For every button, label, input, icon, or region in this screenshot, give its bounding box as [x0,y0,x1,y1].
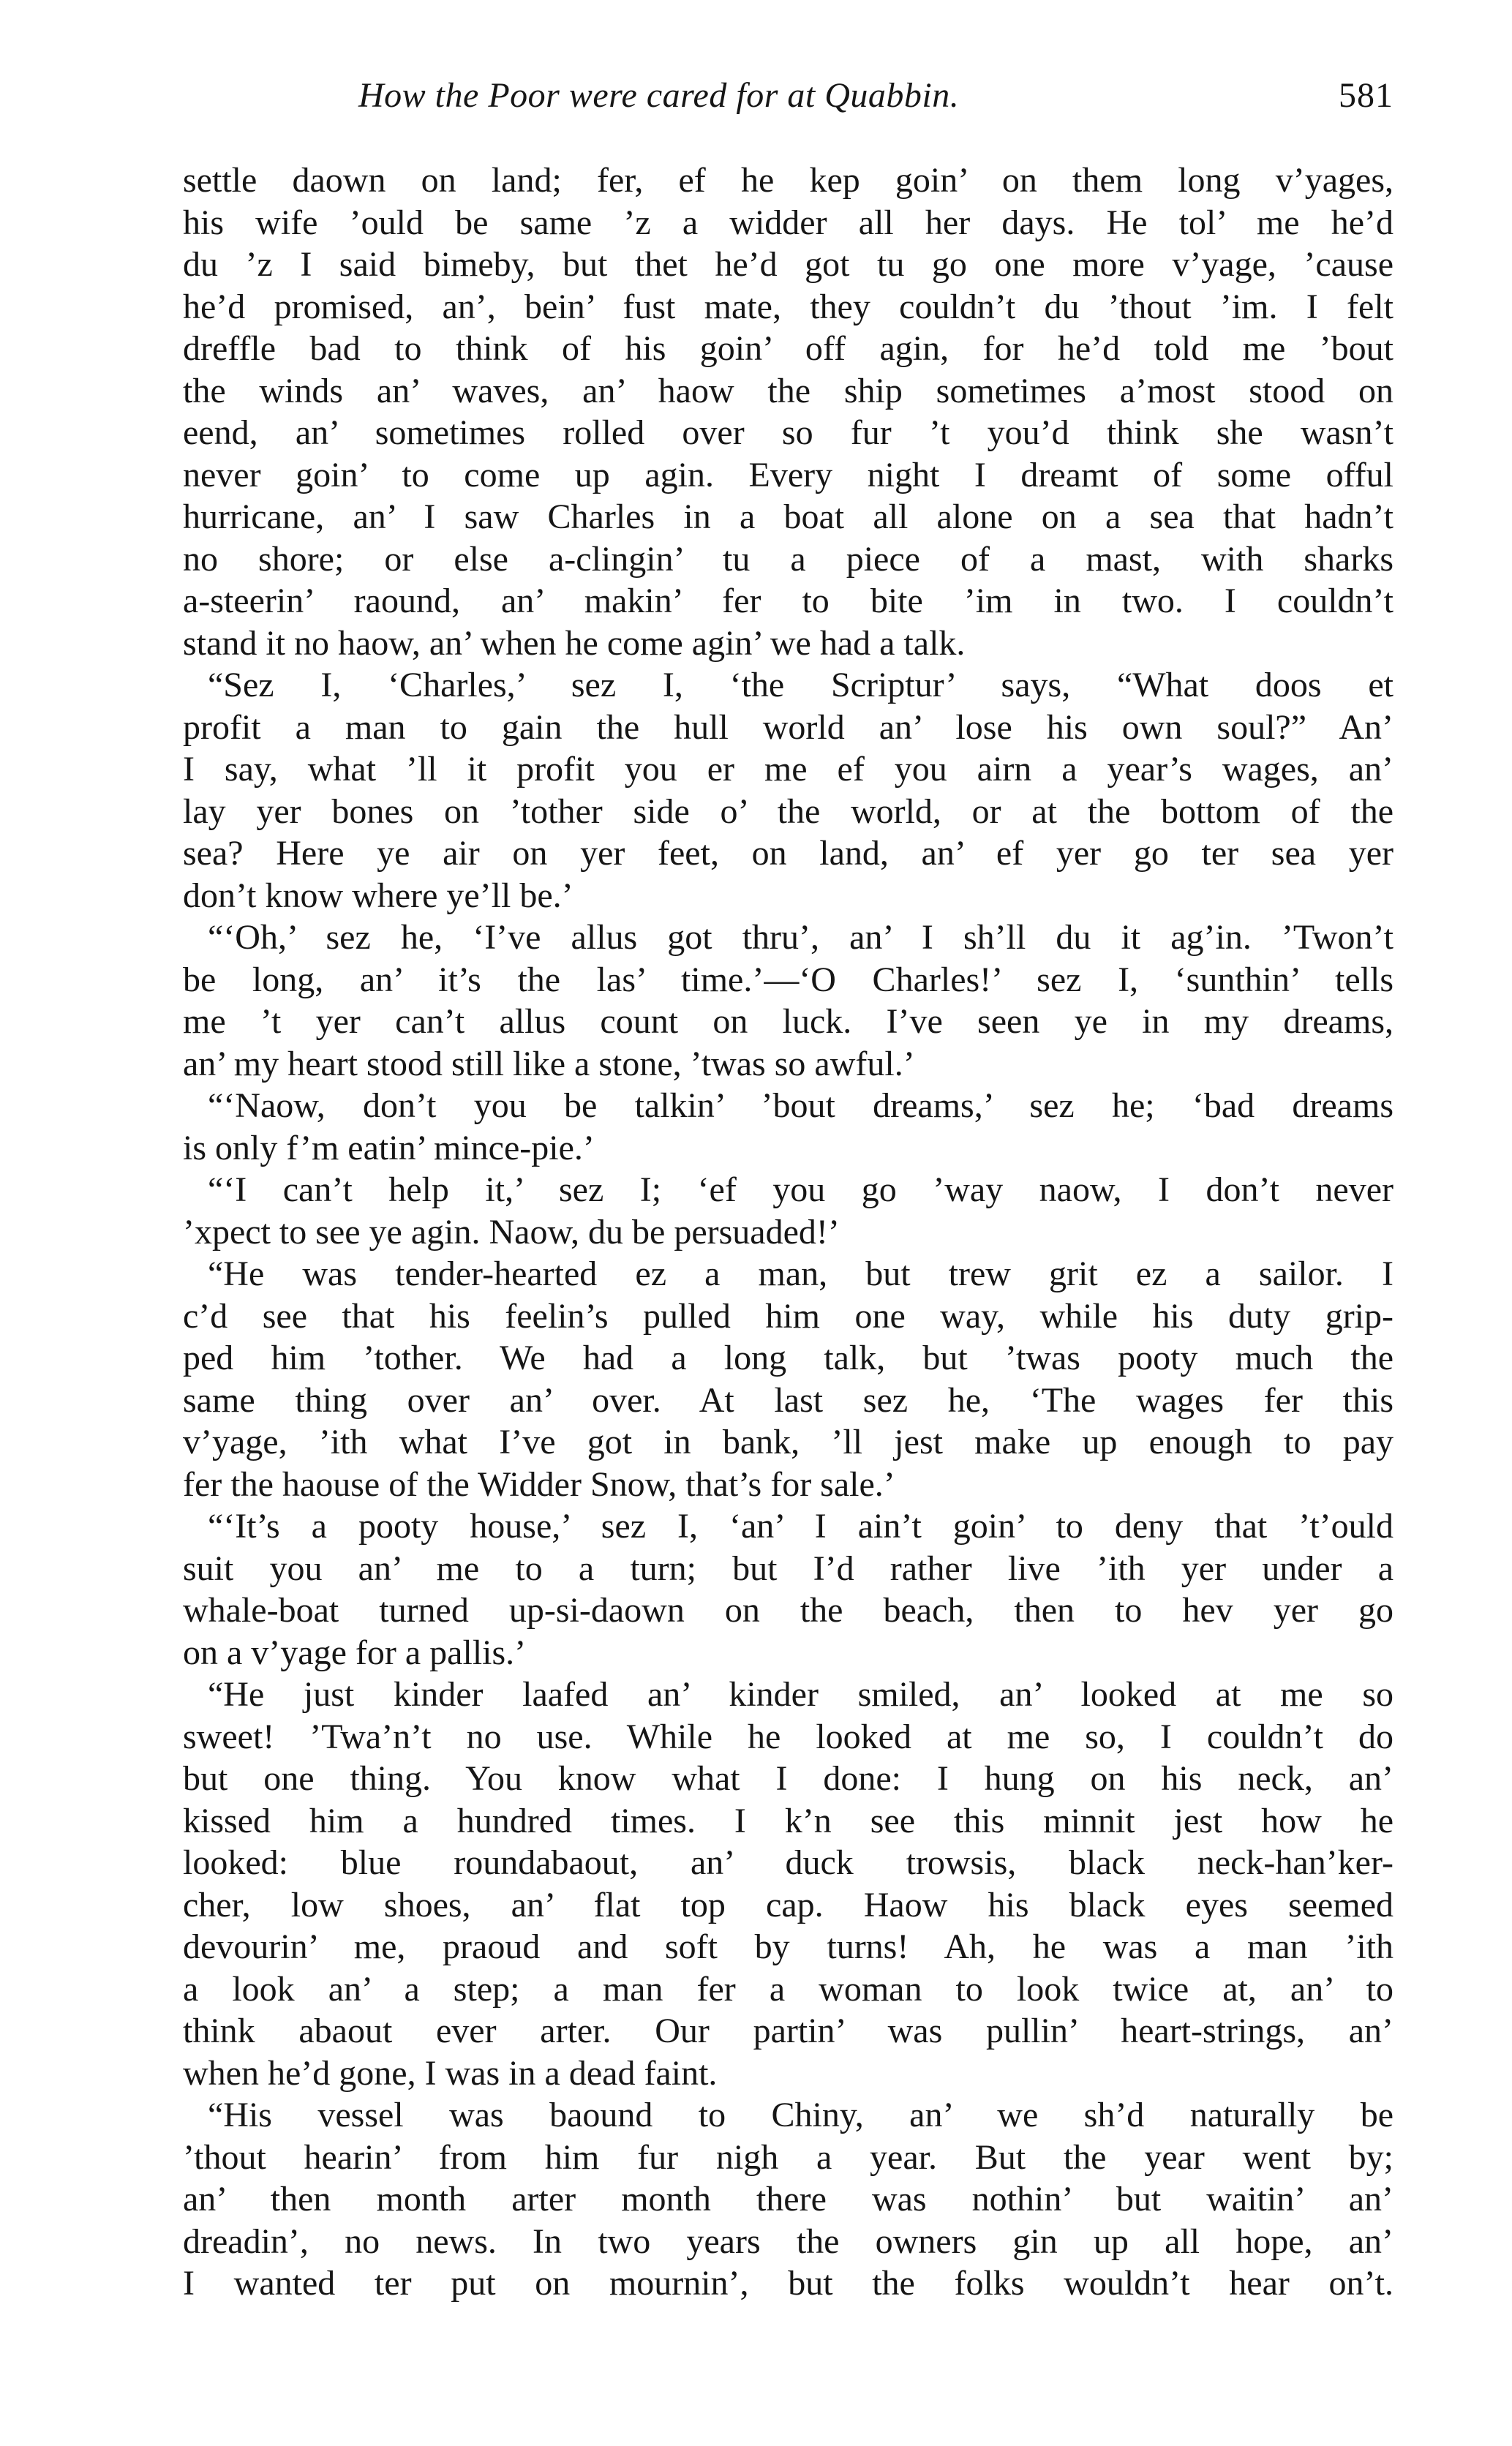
text-line: “‘I can’t help it,’ sez I; ‘ef you go ’way naow, I don’t never [208,1170,1393,1209]
text-line: kissed him a hundred times. I k’n see this minnit jest how he [183,1801,1393,1840]
text-line: sweet! ’Twa’n’t no use. While he looked at me so, I couldn’t do [183,1717,1393,1756]
text-line: suit you an’ me to a turn; but I’d rather live ’ith yer under a [183,1548,1393,1588]
text-line: “His vessel was baound to Chiny, an’ we sh’d naturally be [208,2096,1393,2134]
text-line: ped him ’tother. We had a long talk, but ’twas pooty much the [183,1339,1393,1377]
text-line: stand it no haow, an’ when he come agin’ we had a talk. [183,623,966,663]
text-line: v’yage, ’ith what I’ve got in bank, ’ll jest make up enough to pay [183,1423,1393,1461]
text-line: profit a man to gain the hull world an’ lose his own soul?” An’ [183,707,1393,747]
text-line: when he’d gone, I was in a dead faint. [183,2053,718,2093]
text-line: “‘Oh,’ sez he, ‘I’ve allus got thru’, an’ I sh’ll du it ag’in. ’Twon’t [208,918,1393,957]
text-line: “He just kinder laafed an’ kinder smiled, an’ looked at me so [208,1675,1393,1714]
text-line: du ’z I said bimeby, but thet he’d got tu go one more v’yage, ’cause [183,245,1393,284]
paragraph [183,1674,1393,2094]
paragraph [183,664,1393,917]
paragraph [183,1085,1393,1169]
paragraph [183,159,1393,664]
text-line: the winds an’ waves, an’ haow the ship sometimes a’most stood on [183,371,1393,410]
text-line: a look an’ a step; a man fer a woman to look twice at, an’ to [183,1969,1393,2009]
text-line: never goin’ to come up agin. Every night I dreamt of some offul [183,455,1393,494]
text-line: he’d promised, an’, bein’ fust mate, they couldn’t du ’thout ’im. I felt [183,287,1393,326]
text-line: his wife ’ould be same ’z a widder all her days. He tol’ me he’d [183,203,1393,242]
text-line: fer the haouse of the Widder Snow, that’s for sale.’ [183,1464,895,1504]
text-line: c’d see that his feelin’s pulled him one way, while his duty grip- [183,1296,1393,1336]
text-line: an’ my heart stood still like a stone, ’twas so awful.’ [183,1044,915,1083]
text-line: looked: blue roundabaout, an’ duck trowsis, black neck-han’ker- [183,1843,1393,1882]
text-line: a-steerin’ raound, an’ makin’ fer to bite ’im in two. I couldn’t [183,582,1393,620]
text-line: eend, an’ sometimes rolled over so fur ’t you’d think she wasn’t [183,413,1393,452]
running-title: How the Poor were cared for at Quabbin. [358,76,960,115]
text-line: ’xpect to see ye agin. Naow, du be persuaded!’ [183,1212,840,1252]
text-line: me ’t yer can’t allus count on luck. I’ve seen ye in my dreams, [183,1002,1393,1041]
text-line: ’thout hearin’ from him fur nigh a year. But the year went by; [183,2137,1393,2177]
running-head [183,70,1393,121]
text-line: “‘Naow, don’t you be talkin’ ’bout dreams,’ sez he; ‘bad dreams [208,1086,1393,1125]
text-line: whale-boat turned up-si-daown on the beach, then to hev yer go [183,1591,1393,1630]
paragraph [183,1169,1393,1253]
text-line: I wanted ter put on mournin’, but the folks wouldn’t hear on’t. [183,2264,1393,2303]
text-line: lay yer bones on ’tother side o’ the world, or at the bottom of the [183,791,1393,831]
text-line: dreadin’, no news. In two years the owners gin up all hope, an’ [183,2221,1393,2261]
page-number: 581 [1339,76,1393,115]
text-line: no shore; or else a-clingin’ tu a piece of a mast, with sharks [183,539,1393,579]
text-line: be long, an’ it’s the las’ time.’—‘O Charles!’ sez I, ‘sunthin’ tells [183,960,1393,999]
text-line: sea? Here ye air on yer feet, on land, an’ ef yer go ter sea yer [183,834,1393,873]
text-line: “He was tender-hearted ez a man, but trew grit ez a sailor. I [208,1254,1393,1293]
text-line: don’t know where ye’ll be.’ [183,876,573,915]
text-line: think abaout ever arter. Our partin’ was pullin’ heart-strings, an’ [183,2012,1393,2050]
text-line: “Sez I, ‘Charles,’ sez I, ‘the Scriptur’ says, “What doos et [208,666,1393,704]
text-line: dreffle bad to think of his goin’ off agin, for he’d told me ’bout [183,329,1393,368]
text-line: is only f’m eatin’ mince-pie.’ [183,1128,595,1167]
body-text [183,159,1393,2305]
text-line: I say, what ’ll it profit you er me ef you airn a year’s wages, an’ [183,750,1393,789]
paragraph [183,2094,1393,2305]
paragraph [183,1505,1393,1674]
paragraph [183,917,1393,1085]
paragraph [183,1253,1393,1505]
text-line: but one thing. You know what I done: I hung on his neck, an’ [183,1759,1393,1798]
text-line: hurricane, an’ I saw Charles in a boat all alone on a sea that hadn’t [183,497,1393,536]
text-line: same thing over an’ over. At last sez he, ‘The wages fer this [183,1380,1393,1420]
text-line: settle daown on land; fer, ef he kep goin’ on them long v’yages, [183,161,1393,200]
text-line: on a v’yage for a pallis.’ [183,1633,527,1672]
text-line: cher, low shoes, an’ flat top cap. Haow his black eyes seemed [183,1885,1393,1924]
text-line: an’ then month arter month there was nothin’ but waitin’ an’ [183,2180,1393,2219]
text-line: devourin’ me, praoud and soft by turns! Ah, he was a man ’ith [183,1927,1393,1966]
text-line: “‘It’s a pooty house,’ sez I, ‘an’ I ain’t goin’ to deny that ’t’ould [208,1507,1393,1546]
